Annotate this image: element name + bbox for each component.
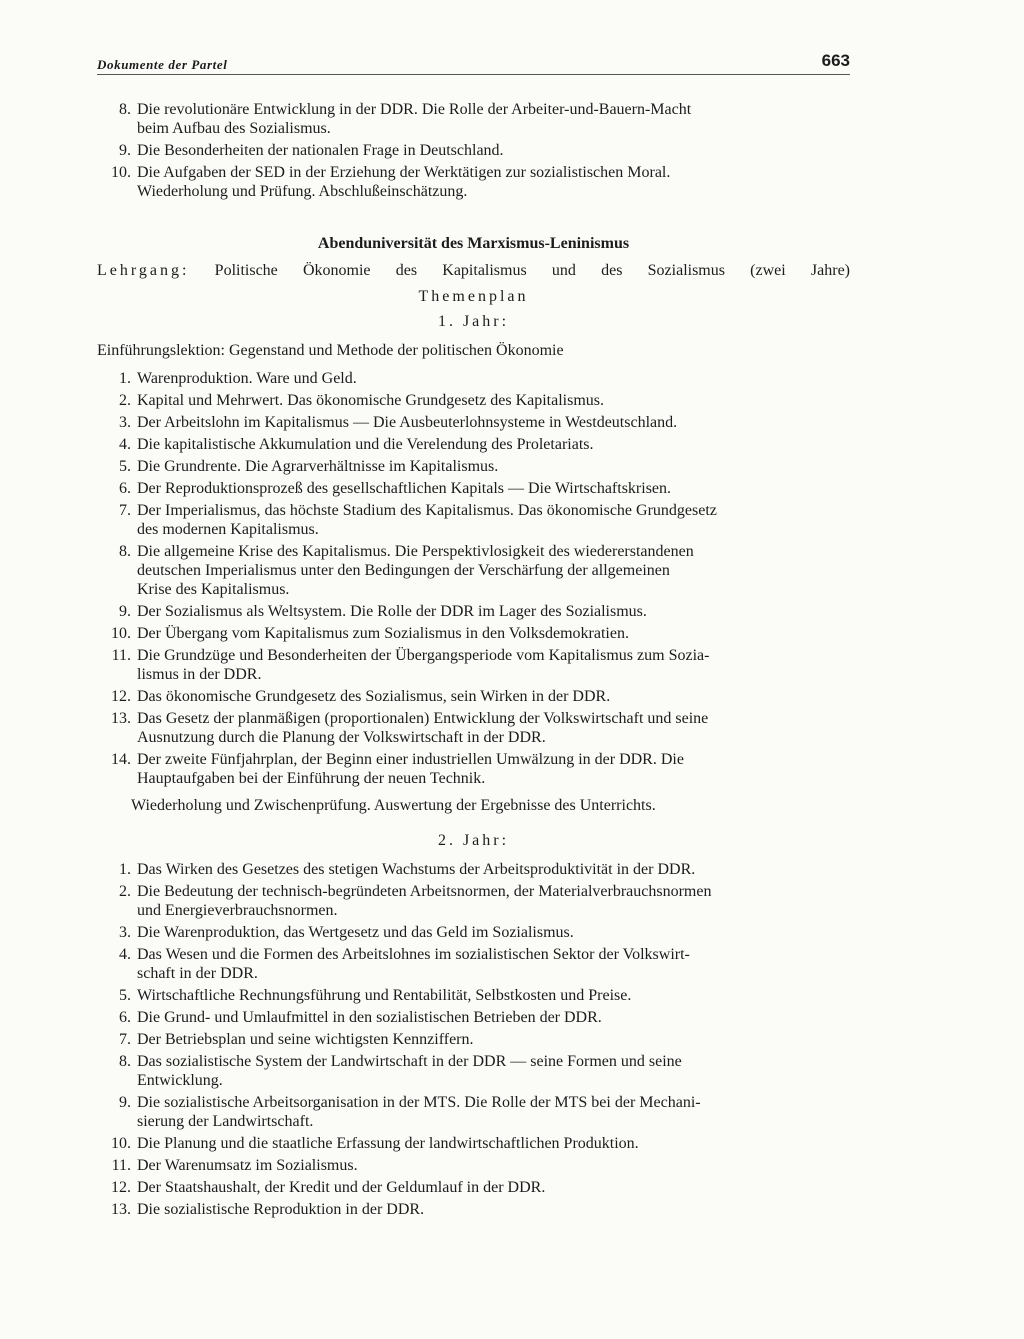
item-line: Das sozialistische System der Landwirtschaft in der DDR — seine Formen und seine — [137, 1053, 682, 1070]
item-text — [137, 709, 850, 747]
item-line: Wiederholung und Prüfung. Abschlußeinschätzung. — [137, 183, 468, 200]
page-number: 663 — [821, 51, 850, 70]
item-number: 1. — [119, 370, 131, 387]
running-header — [97, 51, 850, 77]
item-text — [137, 1093, 850, 1131]
item-text — [137, 542, 850, 599]
item-text — [137, 986, 850, 1005]
item-text — [137, 391, 850, 410]
item-number: 4. — [119, 946, 131, 963]
list-item — [97, 882, 850, 920]
item-line: Die Planung und die staatliche Erfassung der landwirtschaftlichen Produktion. — [137, 1135, 639, 1152]
item-text — [137, 141, 850, 160]
item-line: Die allgemeine Krise des Kapitalismus. Die Perspektivlosigkeit des wiedererstandenen — [137, 543, 694, 560]
item-number: 7. — [119, 502, 131, 519]
section-heading: Abenduniversität des Marxismus-Leninismus — [317, 235, 630, 252]
item-line: Die revolutionäre Entwicklung in der DDR. Die Rolle der Arbeiter-und-Bauern-Macht — [137, 101, 692, 118]
item-line: Das ökonomische Grundgesetz des Sozialismus, sein Wirken in der DDR. — [137, 688, 611, 705]
item-line: Hauptaufgaben bei der Einführung der neuen Technik. — [137, 770, 486, 787]
item-number: 11. — [111, 1157, 131, 1174]
course-label: Lehrgang: — [97, 262, 190, 279]
item-line: Die Grundrente. Die Agrarverhältnisse im Kapitalismus. — [137, 458, 499, 475]
item-text — [137, 413, 850, 432]
list-item — [97, 141, 850, 160]
item-line: Ausnutzung durch die Planung der Volkswirtschaft in der DDR. — [137, 729, 546, 746]
item-line: Der Sozialismus als Weltsystem. Die Rolle der DDR im Lager des Sozialismus. — [137, 603, 647, 620]
list-item — [97, 100, 850, 138]
item-line: Der Imperialismus, das höchste Stadium des Kapitalismus. Das ökonomische Grundgesetz — [137, 502, 717, 519]
item-line: Die kapitalistische Akkumulation und die Verelendung des Proletariats. — [137, 436, 594, 453]
item-text — [137, 163, 850, 201]
list-item — [97, 923, 850, 942]
item-line: Der Arbeitslohn im Kapitalismus — Die Ausbeuterlohnsysteme in Westdeutschland. — [137, 414, 678, 431]
item-text — [137, 501, 850, 539]
item-line: Der Reproduktionsprozeß des gesellschaftlichen Kapitals — Die Wirtschaftskrisen. — [137, 480, 672, 497]
running-title: Dokumente der Partel — [97, 57, 228, 72]
item-number: 3. — [119, 414, 131, 431]
item-number: 6. — [119, 1009, 131, 1026]
item-text — [137, 882, 850, 920]
item-line: Der Staatshaushalt, der Kredit und der Geldumlauf in der DDR. — [137, 1179, 546, 1196]
item-text — [137, 624, 850, 643]
item-line: schaft in der DDR. — [137, 965, 258, 982]
item-text — [137, 479, 850, 498]
list-item — [97, 687, 850, 706]
list-item — [97, 1178, 850, 1197]
item-number: 7. — [119, 1031, 131, 1048]
list-item — [97, 1093, 850, 1131]
item-text — [137, 1156, 850, 1175]
item-line: deutschen Imperialismus unter den Bedingungen der Verschärfung der allgemeinen — [137, 562, 670, 579]
list-item — [97, 624, 850, 643]
item-text — [137, 369, 850, 388]
item-number: 12. — [111, 1179, 131, 1196]
header-rule — [97, 74, 850, 75]
year1-closing-note: Wiederholung und Zwischenprüfung. Auswertung der Ergebnisse des Unterrichts. — [131, 797, 656, 814]
item-text — [137, 457, 850, 476]
list-item — [97, 369, 850, 388]
item-line: Wirtschaftliche Rechnungsführung und Rentabilität, Selbstkosten und Preise. — [137, 987, 632, 1004]
list-item — [97, 945, 850, 983]
item-number: 2. — [119, 392, 131, 409]
item-number: 14. — [111, 751, 131, 768]
list-item — [97, 542, 850, 599]
item-line: Die sozialistische Reproduktion in der DDR. — [137, 1201, 425, 1218]
item-line: beim Aufbau des Sozialismus. — [137, 120, 331, 137]
item-line: Entwicklung. — [137, 1072, 223, 1089]
list-item — [97, 413, 850, 432]
item-text — [137, 602, 850, 621]
item-line: Der Betriebsplan und seine wichtigsten Kennziffern. — [137, 1031, 474, 1048]
plan-title: Themenplan — [418, 288, 529, 305]
item-text — [137, 100, 850, 138]
item-line: Der Übergang vom Kapitalismus zum Sozialismus in den Volksdemokratien. — [137, 625, 629, 642]
item-text — [137, 860, 850, 879]
item-text — [137, 945, 850, 983]
list-item — [97, 501, 850, 539]
item-text — [137, 1178, 850, 1197]
item-text — [137, 1008, 850, 1027]
course-line — [97, 261, 850, 280]
item-number: 12. — [111, 688, 131, 705]
body-text — [97, 100, 850, 1222]
item-text — [137, 750, 850, 788]
year2-topic-list — [97, 860, 850, 1219]
item-text — [137, 687, 850, 706]
item-line: sierung der Landwirtschaft. — [137, 1113, 314, 1130]
year2-title: 2. Jahr: — [437, 832, 510, 849]
item-line: und Energieverbrauchsnormen. — [137, 902, 338, 919]
item-number: 9. — [119, 603, 131, 620]
item-line: Das Wirken des Gesetzes des stetigen Wachstums der Arbeitsproduktivität in der DDR. — [137, 861, 696, 878]
item-number: 9. — [119, 1094, 131, 1111]
item-line: Der Warenumsatz im Sozialismus. — [137, 1157, 358, 1174]
item-line: Kapital und Mehrwert. Das ökonomische Grundgesetz des Kapitalismus. — [137, 392, 605, 409]
item-line: Der zweite Fünfjahrplan, der Beginn einer industriellen Umwälzung in der DDR. Die — [137, 751, 684, 768]
item-line: Die Grundzüge und Besonderheiten der Übergangsperiode vom Kapitalismus zum Sozia- — [137, 647, 710, 664]
item-number: 5. — [119, 458, 131, 475]
list-item — [97, 1008, 850, 1027]
item-number: 8. — [119, 543, 131, 560]
item-number: 10. — [111, 1135, 131, 1152]
list-item — [97, 435, 850, 454]
list-item — [97, 1156, 850, 1175]
item-number: 3. — [119, 924, 131, 941]
item-number: 5. — [119, 987, 131, 1004]
item-number: 10. — [111, 164, 131, 181]
item-number: 2. — [119, 883, 131, 900]
course-title: Politische Ökonomie des Kapitalismus und des Sozialismus (zwei Jahre) — [214, 262, 850, 279]
list-item — [97, 750, 850, 788]
item-line: Warenproduktion. Ware und Geld. — [137, 370, 357, 387]
list-item — [97, 1200, 850, 1219]
item-text — [137, 1052, 850, 1090]
year1-title: 1. Jahr: — [437, 313, 510, 330]
item-line: Krise des Kapitalismus. — [137, 581, 290, 598]
list-item — [97, 860, 850, 879]
list-item — [97, 986, 850, 1005]
item-number: 8. — [119, 101, 131, 118]
item-line: Die Aufgaben der SED in der Erziehung der Werktätigen zur sozialistischen Moral. — [137, 164, 671, 181]
item-number: 8. — [119, 1053, 131, 1070]
item-number: 6. — [119, 480, 131, 497]
item-line: Die Warenproduktion, das Wertgesetz und das Geld im Sozialismus. — [137, 924, 574, 941]
item-text — [137, 435, 850, 454]
item-text — [137, 1030, 850, 1049]
list-item — [97, 1052, 850, 1090]
list-item — [97, 709, 850, 747]
list-item — [97, 1030, 850, 1049]
carryover-list — [97, 100, 850, 201]
item-line: Die Bedeutung der technisch-begründeten Arbeitsnormen, der Materialverbrauchsnormen — [137, 883, 712, 900]
item-text — [137, 1200, 850, 1219]
item-line: Die sozialistische Arbeitsorganisation in der MTS. Die Rolle der MTS bei der Mechani- — [137, 1094, 701, 1111]
item-number: 4. — [119, 436, 131, 453]
item-line: lismus in der DDR. — [137, 666, 262, 683]
item-text — [137, 923, 850, 942]
list-item — [97, 602, 850, 621]
item-line: Die Besonderheiten der nationalen Frage in Deutschland. — [137, 142, 504, 159]
list-item — [97, 479, 850, 498]
item-number: 1. — [119, 861, 131, 878]
item-text — [137, 646, 850, 684]
item-number: 9. — [119, 142, 131, 159]
item-number: 11. — [111, 647, 131, 664]
item-line: Das Gesetz der planmäßigen (proportionalen) Entwicklung der Volkswirtschaft und seine — [137, 710, 709, 727]
item-number: 13. — [111, 710, 131, 727]
list-item — [97, 391, 850, 410]
item-text — [137, 1134, 850, 1153]
item-line: Die Grund- und Umlaufmittel in den sozialistischen Betrieben der DDR. — [137, 1009, 602, 1026]
list-item — [97, 457, 850, 476]
year1-topic-list — [97, 369, 850, 788]
list-item — [97, 1134, 850, 1153]
item-number: 10. — [111, 625, 131, 642]
item-line: des modernen Kapitalismus. — [137, 521, 319, 538]
item-number: 13. — [111, 1201, 131, 1218]
list-item — [97, 646, 850, 684]
item-line: Das Wesen und die Formen des Arbeitslohnes im sozialistischen Sektor der Volkswirt- — [137, 946, 690, 963]
list-item — [97, 163, 850, 201]
intro-lecture: Einführungslektion: Gegenstand und Methode der politischen Ökonomie — [97, 342, 564, 359]
